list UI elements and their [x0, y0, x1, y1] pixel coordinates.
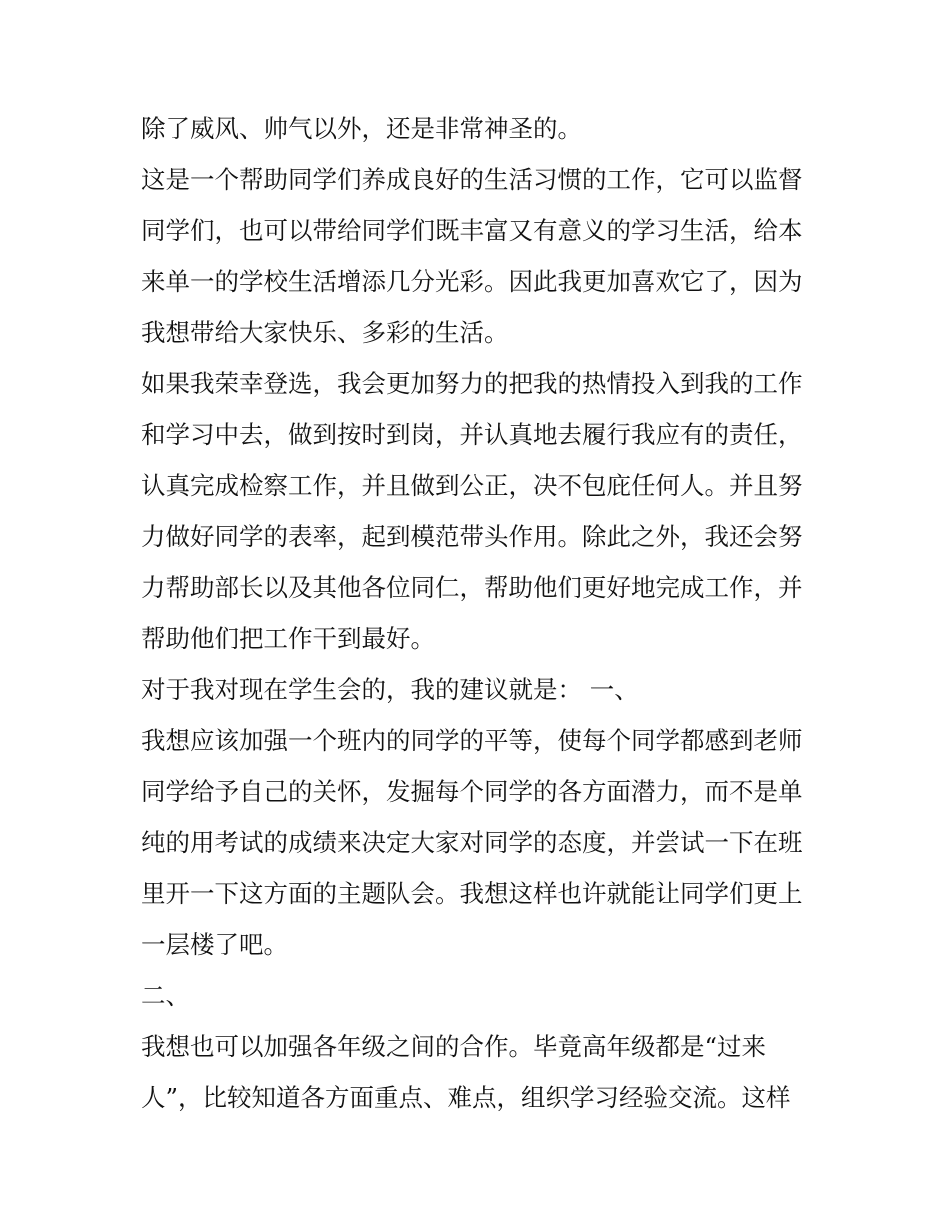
- text-line: 同学们，也可以带给同学们既丰富又有意义的学习生活，给本: [141, 216, 803, 245]
- text-line: 除了威风、帅气以外，还是非常神圣的。: [141, 114, 582, 143]
- text-line: 力做好同学的表率，起到模范带头作用。除此之外，我还会努: [141, 522, 803, 551]
- text-line: 对于我对现在学生会的，我的建议就是： 一、: [141, 675, 639, 704]
- text-line: 和学习中去，做到按时到岗，并认真地去履行我应有的责任，: [141, 420, 803, 449]
- text-line: 如果我荣幸登选，我会更加努力的把我的热情投入到我的工作: [141, 369, 803, 398]
- text-line: 纯的用考试的成绩来决定大家对同学的态度，并尝试一下在班: [141, 828, 803, 857]
- text-line: 帮助他们把工作干到最好。: [141, 624, 435, 653]
- text-line: 同学给予自己的关怀，发掘每个同学的各方面潜力，而不是单: [141, 777, 803, 806]
- text-line: 力帮助部长以及其他各位同仁，帮助他们更好地完成工作，并: [141, 573, 803, 602]
- text-line: 我想应该加强一个班内的同学的平等，使每个同学都感到老师: [141, 726, 803, 755]
- document-body: [141, 103, 821, 1123]
- text-line: 里开一下这方面的主题队会。我想这样也许就能让同学们更上: [141, 879, 803, 908]
- text-line: 我想带给大家快乐、多彩的生活。: [141, 318, 509, 347]
- text-line: 人”，比较知道各方面重点、难点，组织学习经验交流。这样: [141, 1083, 791, 1112]
- text-line: 这是一个帮助同学们养成良好的生活习惯的工作，它可以监督: [141, 165, 803, 194]
- text-line: 我想也可以加强各年级之间的合作。毕竟高年级都是“过来: [141, 1032, 767, 1061]
- text-line: 来单一的学校生活增添几分光彩。因此我更加喜欢它了，因为: [141, 267, 803, 296]
- text-line: 一层楼了吧。: [141, 930, 288, 959]
- text-line: 二、: [141, 981, 190, 1010]
- text-line: 认真完成检察工作，并且做到公正，决不包庇任何人。并且努: [141, 471, 803, 500]
